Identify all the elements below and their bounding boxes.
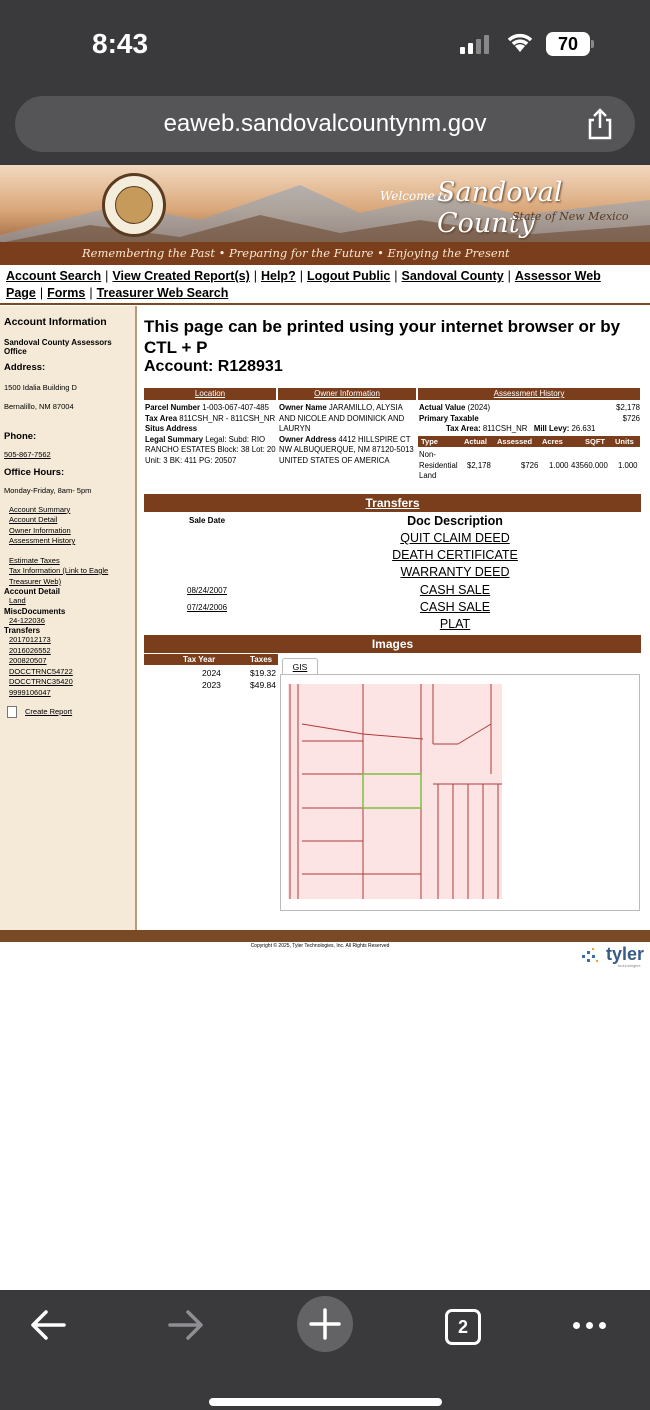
tyler-logo: tyler <box>606 944 645 964</box>
tax-area-value: 811CSH_NR - 811CSH_NR <box>179 413 276 423</box>
col-tax-year: Tax Year <box>183 655 216 664</box>
owner-details <box>279 403 417 466</box>
banner-motto: Remembering the Past • Preparing for the Future • Enjoying the Present <box>0 242 650 265</box>
assessment-header[interactable]: Assessment History <box>418 388 640 400</box>
more-menu-icon[interactable] <box>573 1322 606 1329</box>
link-transfer[interactable]: 9999106047 <box>9 687 51 697</box>
tax-table-header <box>144 654 278 665</box>
link-transfer[interactable]: DOCCTRNC54722 <box>9 666 73 676</box>
parcel-label: Parcel Number <box>145 403 201 412</box>
url-text[interactable]: eaweb.sandovalcountynm.gov <box>163 110 487 137</box>
sidebar <box>0 306 137 930</box>
site-banner <box>0 165 650 265</box>
create-report-link[interactable]: Create Report <box>25 706 73 716</box>
phone-link[interactable]: 505-867-7562 <box>4 450 51 459</box>
clock: 8:43 <box>92 28 149 59</box>
tax-year: 2023 <box>202 680 221 690</box>
col-units: Units <box>615 437 634 446</box>
print-message: This page can be printed using your internet browser or by CTL + P <box>144 317 621 357</box>
gis-tab[interactable]: GIS <box>282 658 318 674</box>
doc-description-label: Doc Description <box>407 514 503 528</box>
col-taxes: Taxes <box>250 655 273 664</box>
link-misc-doc[interactable]: 24-122036 <box>9 615 45 625</box>
doc-link[interactable]: QUIT CLAIM DEED <box>400 531 510 545</box>
col-acres: Acres <box>542 437 563 446</box>
nav-treasurer-web-search[interactable]: Treasurer Web Search <box>96 286 229 300</box>
tax-area-label: Tax Area <box>145 413 178 423</box>
new-tab-button[interactable] <box>297 1296 353 1352</box>
assessment-details <box>419 403 640 435</box>
primary-taxable-value: $726 <box>622 413 640 423</box>
phone-label: Phone: <box>4 431 37 442</box>
sidebar-title: Account Information <box>4 316 107 328</box>
images-header: Images <box>144 635 641 653</box>
ah-sqft: 43560.000 <box>571 461 608 470</box>
tax-amount: $49.84 <box>250 680 276 690</box>
transfers-header <box>144 494 641 512</box>
back-arrow-icon[interactable] <box>30 1308 66 1342</box>
transfers-label: Transfers <box>4 626 41 635</box>
owner-name-label: Owner Name <box>279 403 327 412</box>
owner-header[interactable]: Owner Information <box>278 388 416 400</box>
nav-help[interactable]: Help? <box>260 269 296 283</box>
sale-date-link[interactable]: 07/24/2006 <box>187 603 228 612</box>
banner-state: State of New Mexico <box>512 210 629 223</box>
plus-icon <box>297 1296 353 1352</box>
top-nav: Account Search | View Created Report(s) | Help? | Logout Public | Sandoval County | Assessor Web Page | Forms | Treasurer Web Search <box>6 269 601 300</box>
nav-logout-public[interactable]: Logout Public <box>306 269 391 283</box>
mill-levy: 26.631 <box>571 424 596 433</box>
assess-tax-area-label: Tax Area: <box>446 424 481 433</box>
owner-address: 4412 HILLSPIRE CT NW ALBUQUERQUE, NM 87120-5013 UNITED STATES OF AMERICA <box>279 434 414 465</box>
nav-account-search[interactable]: Account Search <box>6 269 102 283</box>
address-line2: Bernalillo, NM 87004 <box>4 402 74 411</box>
account-number: Account: R128931 <box>144 358 283 375</box>
share-icon[interactable] <box>585 108 615 140</box>
browser-bottom-bar <box>0 1290 650 1410</box>
link-owner-information[interactable]: Owner Information <box>9 525 71 535</box>
gis-parcel-map[interactable] <box>288 684 502 899</box>
situs-label: Situs Address <box>145 424 198 433</box>
report-icon <box>7 706 17 718</box>
link-transfer[interactable]: 200820507 <box>9 656 47 665</box>
forward-arrow-icon[interactable] <box>168 1308 204 1342</box>
col-assessed: Assessed <box>497 437 533 446</box>
location-details <box>145 403 277 466</box>
ah-acres: 1.000 <box>549 461 569 470</box>
link-transfer[interactable]: 2016026552 <box>9 645 51 655</box>
copyright: Copyright © 2025, Tyler Technologies, Inc. All Rights Reserved <box>250 943 390 949</box>
doc-link[interactable]: DEATH CERTIFICATE <box>392 548 518 562</box>
hours-text: Monday-Friday, 8am- 5pm <box>4 485 92 495</box>
sale-date-label: Sale Date <box>189 516 226 525</box>
nav-sandoval-county[interactable]: Sandoval County <box>401 269 504 283</box>
parcel-number: 1-003-067-407-485 <box>202 403 269 412</box>
misc-docs-label: MiscDocuments <box>4 606 66 616</box>
link-tax-information[interactable]: Tax Information (Link to Eagle Treasurer Web) <box>9 566 109 586</box>
doc-link[interactable]: WARRANTY DEED <box>400 565 510 579</box>
legal-label: Legal Summary <box>145 434 204 444</box>
transfers-link[interactable]: Transfers <box>365 496 420 510</box>
tax-year: 2024 <box>202 668 221 678</box>
actual-value-label: Actual Value <box>419 403 466 412</box>
link-assessment-history[interactable]: Assessment History <box>9 536 76 545</box>
status-bar <box>0 0 650 90</box>
sidebar-office: Sandoval County Assessors Office <box>4 338 112 356</box>
ah-assessed: $726 <box>521 461 539 470</box>
assessment-table-header <box>418 436 640 447</box>
legal-summary: Legal: Subd: RIO RANCHO ESTATES Block: 38 Lot: 20 Unit: 3 BK: 411 PG: 20507 <box>145 434 276 465</box>
tyler-logo-icon <box>580 947 602 967</box>
footer-bar <box>0 930 650 942</box>
owner-name: JARAMILLO, ALYSIA AND NICOLE AND DOMINICK AND LAURYN <box>279 403 405 433</box>
home-indicator <box>209 1398 442 1406</box>
mill-levy-label: Mill Levy: <box>533 424 570 433</box>
assess-tax-area: 811CSH_NR <box>482 424 528 433</box>
cellular-signal-icon <box>460 34 489 54</box>
doc-link[interactable]: CASH SALE <box>419 600 491 614</box>
address-bar[interactable] <box>15 96 635 152</box>
location-header[interactable]: Location <box>144 388 276 400</box>
link-transfer[interactable]: 2017012173 <box>9 635 51 644</box>
ah-units: 1.000 <box>618 461 638 470</box>
banner-county-name: Sandoval County <box>437 177 563 239</box>
account-detail-label: Account Detail <box>4 587 61 596</box>
link-land[interactable]: Land <box>9 596 26 605</box>
ah-type: Non-Residential Land <box>419 450 458 480</box>
tyler-sub: technologies <box>618 963 641 968</box>
tabs-button[interactable]: 2 <box>445 1309 481 1345</box>
nav-view-created-reports[interactable]: View Created Report(s) <box>112 269 250 283</box>
primary-taxable-label: Primary Taxable <box>419 413 479 423</box>
hours-label: Office Hours: <box>4 466 65 478</box>
link-account-detail[interactable]: Account Detail <box>9 515 58 524</box>
col-actual: Actual <box>464 437 487 446</box>
browser-toolbar <box>0 90 650 165</box>
county-seal-logo <box>102 173 166 237</box>
link-account-summary[interactable]: Account Summary <box>9 504 71 514</box>
doc-link[interactable]: PLAT <box>439 617 471 631</box>
col-sqft: SQFT <box>585 437 605 446</box>
battery-tip <box>591 40 594 48</box>
nav-forms[interactable]: Forms <box>47 286 86 300</box>
nav-assessor-web-page[interactable]: Assessor Web Page <box>6 269 601 300</box>
wifi-icon <box>505 30 535 54</box>
battery-indicator: 70 <box>546 32 590 56</box>
ah-actual: $2,178 <box>467 461 491 470</box>
actual-year: (2024) <box>467 403 491 412</box>
banner-welcome: Welcome to <box>380 189 451 203</box>
address-line1: 1500 Idalia Building D <box>4 383 77 392</box>
main-content <box>144 316 641 376</box>
col-type: Type <box>421 437 438 446</box>
nav-divider <box>0 303 650 305</box>
link-estimate-taxes[interactable]: Estimate Taxes <box>9 555 60 565</box>
address-label: Address: <box>4 362 46 373</box>
owner-address-label: Owner Address <box>279 434 337 444</box>
tax-amount: $19.32 <box>250 668 276 678</box>
actual-value: $2,178 <box>616 403 640 412</box>
sale-date-link[interactable]: 08/24/2007 <box>187 586 228 595</box>
link-transfer[interactable]: DOCCTRNC35420 <box>9 677 73 686</box>
doc-link[interactable]: CASH SALE <box>419 583 491 597</box>
